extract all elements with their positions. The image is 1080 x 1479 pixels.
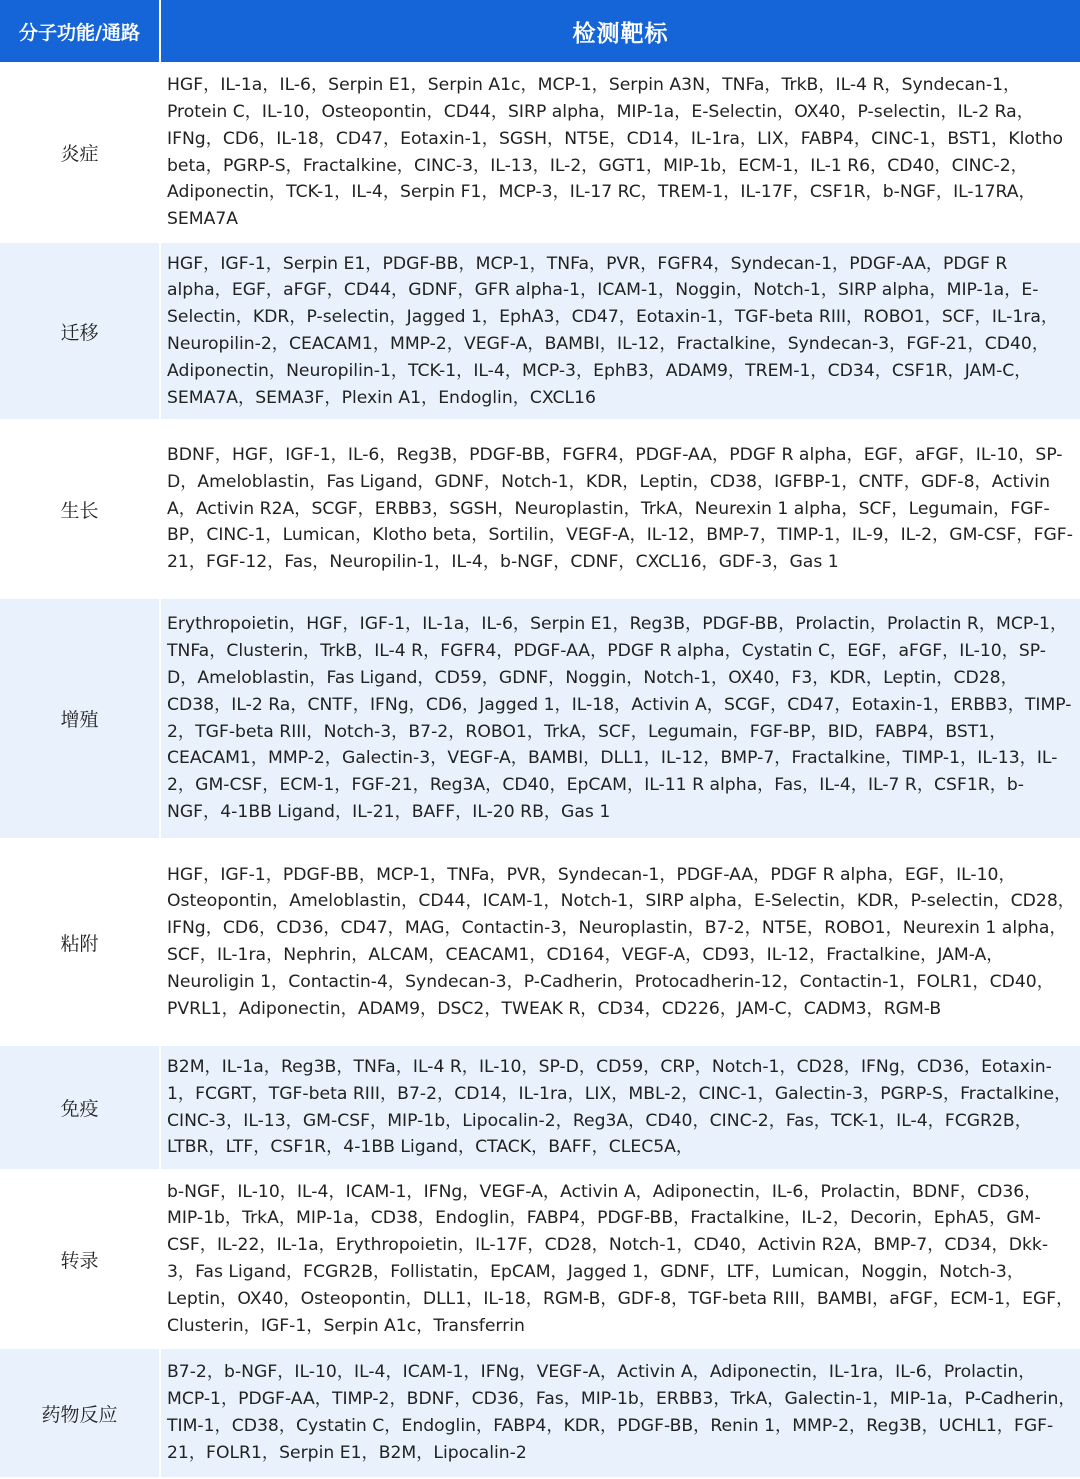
table-row [0, 597, 1080, 838]
function-cell: 转录 [0, 1169, 161, 1347]
targets-cell: BDNF，HGF，IGF-1，IL-6，Reg3B，PDGF-BB，FGFR4，PDGF-AA，PDGF R alpha，EGF，aFGF，IL-10，SP-D，Ameloblastin，Fas Ligand，GDNF，Notch-1，KDR，Leptin，CD38，IGFBP-1，CNTF，GDF-8，Activin A，Activin R2A，SCGF，ERBB3，SGSH，Neuroplastin，TrkA，Neurexin 1 alpha，SCF，Legumain，FGF-BP，CINC-1，Lumican，Klotho beta，Sortilin，VEGF-A，IL-12，BMP-7，TIMP-1，IL-9，IL-2，GM-CSF，FGF-21，FGF-12，Fas，Neuropilin-1，IL-4，b-NGF，CDNF，CXCL16，GDF-3，Gas 1 [161, 419, 1080, 597]
function-cell: 药物反应 [0, 1347, 161, 1477]
function-cell: 免疫 [0, 1044, 161, 1169]
table-row [0, 1347, 1080, 1477]
targets-cell: b-NGF，IL-10，IL-4，ICAM-1，IFNg，VEGF-A，Activin A，Adiponectin，IL-6，Prolactin，BDNF，CD36，MIP-1b，TrkA，MIP-1a，CD38，Endoglin，FABP4，PDGF-BB，Fractalkine，IL-2，Decorin，EphA5，GM-CSF，IL-22，IL-1a，Erythropoietin，IL-17F，CD28，Notch-1，CD40，Activin R2A，BMP-7，CD34，Dkk-3，Fas Ligand，FCGR2B，Follistatin，EpCAM，Jagged 1，GDNF，LTF，Lumican，Noggin，Notch-3，Leptin，OX40，Osteopontin，DLL1，IL-18，RGM-B，GDF-8，TGF-beta RIII，BAMBI，aFGF，ECM-1，EGF，Clusterin，IGF-1，Serpin A1c，Transferrin [161, 1169, 1080, 1347]
table-row [0, 62, 1080, 241]
targets-cell: HGF，IL-1a，IL-6，Serpin E1，Serpin A1c，MCP-1，Serpin A3N，TNFa，TrkB，IL-4 R，Syndecan-1，Protein C，IL-10，Osteopontin，CD44，SIRP alpha，MIP-1a，E-Selectin，OX40，P-selectin，IL-2 Ra，IFNg，CD6，IL-18，CD47，Eotaxin-1，SGSH，NT5E，CD14，IL-1ra，LIX，FABP4，CINC-1，BST1，Klotho beta，PGRP-S，Fractalkine，CINC-3，IL-13，IL-2，GGT1，MIP-1b，ECM-1，IL-1 R6，CD40，CINC-2，Adiponectin，TCK-1，IL-4，Serpin F1，MCP-3，IL-17 RC，TREM-1，IL-17F，CSF1R，b-NGF，IL-17RA，SEMA7A [161, 62, 1080, 241]
function-cell: 生长 [0, 419, 161, 597]
table-row [0, 1169, 1080, 1347]
function-cell: 粘附 [0, 838, 161, 1044]
table-header-row [0, 0, 1080, 62]
table-row [0, 1044, 1080, 1169]
targets-cell: HGF，IGF-1，Serpin E1，PDGF-BB，MCP-1，TNFa，PVR，FGFR4，Syndecan-1，PDGF-AA，PDGF R alpha，EGF，aFGF，CD44，GDNF，GFR alpha-1，ICAM-1，Noggin，Notch-1，SIRP alpha，MIP-1a，E-Selectin，KDR，P-selectin，Jagged 1，EphA3，CD47，Eotaxin-1，TGF-beta RIII，ROBO1，SCF，IL-1ra，Neuropilin-2，CEACAM1，MMP-2，VEGF-A，BAMBI，IL-12，Fractalkine，Syndecan-3，FGF-21，CD40，Adiponectin，Neuropilin-1，TCK-1，IL-4，MCP-3，EphB3，ADAM9，TREM-1，CD34，CSF1R，JAM-C，SEMA7A，SEMA3F，Plexin A1，Endoglin，CXCL16 [161, 241, 1080, 419]
header-targets: 检测靶标 [161, 0, 1080, 62]
table-row [0, 838, 1080, 1044]
targets-cell: Erythropoietin，HGF，IGF-1，IL-1a，IL-6，Serpin E1，Reg3B，PDGF-BB，Prolactin，Prolactin R，MCP-1，TNFa，Clusterin，TrkB，IL-4 R，FGFR4，PDGF-AA，PDGF R alpha，Cystatin C，EGF，aFGF，IL-10，SP-D，Ameloblastin，Fas Ligand，CD59，GDNF，Noggin，Notch-1，OX40，F3，KDR，Leptin，CD28，CD38，IL-2 Ra，CNTF，IFNg，CD6，Jagged 1，IL-18，Activin A，SCGF，CD47，Eotaxin-1，ERBB3，TIMP-2，TGF-beta RIII，Notch-3，B7-2，ROBO1，TrkA，SCF，Legumain，FGF-BP，BID，FABP4，BST1，CEACAM1，MMP-2，Galectin-3，VEGF-A，BAMBI，DLL1，IL-12，BMP-7，Fractalkine，TIMP-1，IL-13，IL-2，GM-CSF，ECM-1，FGF-21，Reg3A，CD40，EpCAM，IL-11 R alpha，Fas，IL-4，IL-7 R，CSF1R，b-NGF，4-1BB Ligand，IL-21，BAFF，IL-20 RB，Gas 1 [161, 597, 1080, 838]
function-cell: 迁移 [0, 241, 161, 419]
table-row [0, 419, 1080, 597]
function-cell: 炎症 [0, 62, 161, 241]
table-row [0, 241, 1080, 419]
header-function: 分子功能/通路 [0, 0, 161, 62]
targets-cell: HGF，IGF-1，PDGF-BB，MCP-1，TNFa，PVR，Syndecan-1，PDGF-AA，PDGF R alpha，EGF，IL-10，Osteopontin，Ameloblastin，CD44，ICAM-1，Notch-1，SIRP alpha，E-Selectin，KDR，P-selectin，CD28，IFNg，CD6，CD36，CD47，MAG，Contactin-3，Neuroplastin，B7-2，NT5E，ROBO1，Neurexin 1 alpha，SCF，IL-1ra，Nephrin，ALCAM，CEACAM1，CD164，VEGF-A，CD93，IL-12，Fractalkine，JAM-A，Neuroligin 1，Contactin-4，Syndecan-3，P-Cadherin，Protocadherin-12，Contactin-1，FOLR1，CD40，PVRL1，Adiponectin，ADAM9，DSC2，TWEAK R，CD34，CD226，JAM-C，CADM3，RGM-B [161, 838, 1080, 1044]
targets-cell: B7-2，b-NGF，IL-10，IL-4，ICAM-1，IFNg，VEGF-A，Activin A，Adiponectin，IL-1ra，IL-6，Prolactin，MCP-1，PDGF-AA，TIMP-2，BDNF，CD36，Fas，MIP-1b，ERBB3，TrkA，Galectin-1，MIP-1a，P-Cadherin，TIM-1，CD38，Cystatin C，Endoglin，FABP4，KDR，PDGF-BB，Renin 1，MMP-2，Reg3B，UCHL1，FGF-21，FOLR1，Serpin E1，B2M，Lipocalin-2 [161, 1347, 1080, 1477]
targets-cell: B2M，IL-1a，Reg3B，TNFa，IL-4 R，IL-10，SP-D，CD59，CRP，Notch-1，CD28，IFNg，CD36，Eotaxin-1，FCGRT，TGF-beta RIII，B7-2，CD14，IL-1ra，LIX，MBL-2，CINC-1，Galectin-3，PGRP-S，Fractalkine，CINC-3，IL-13，GM-CSF，MIP-1b，Lipocalin-2，Reg3A，CD40，CINC-2，Fas，TCK-1，IL-4，FCGR2B，LTBR，LTF，CSF1R，4-1BB Ligand，CTACK，BAFF，CLEC5A， [161, 1044, 1080, 1169]
function-cell: 增殖 [0, 597, 161, 838]
